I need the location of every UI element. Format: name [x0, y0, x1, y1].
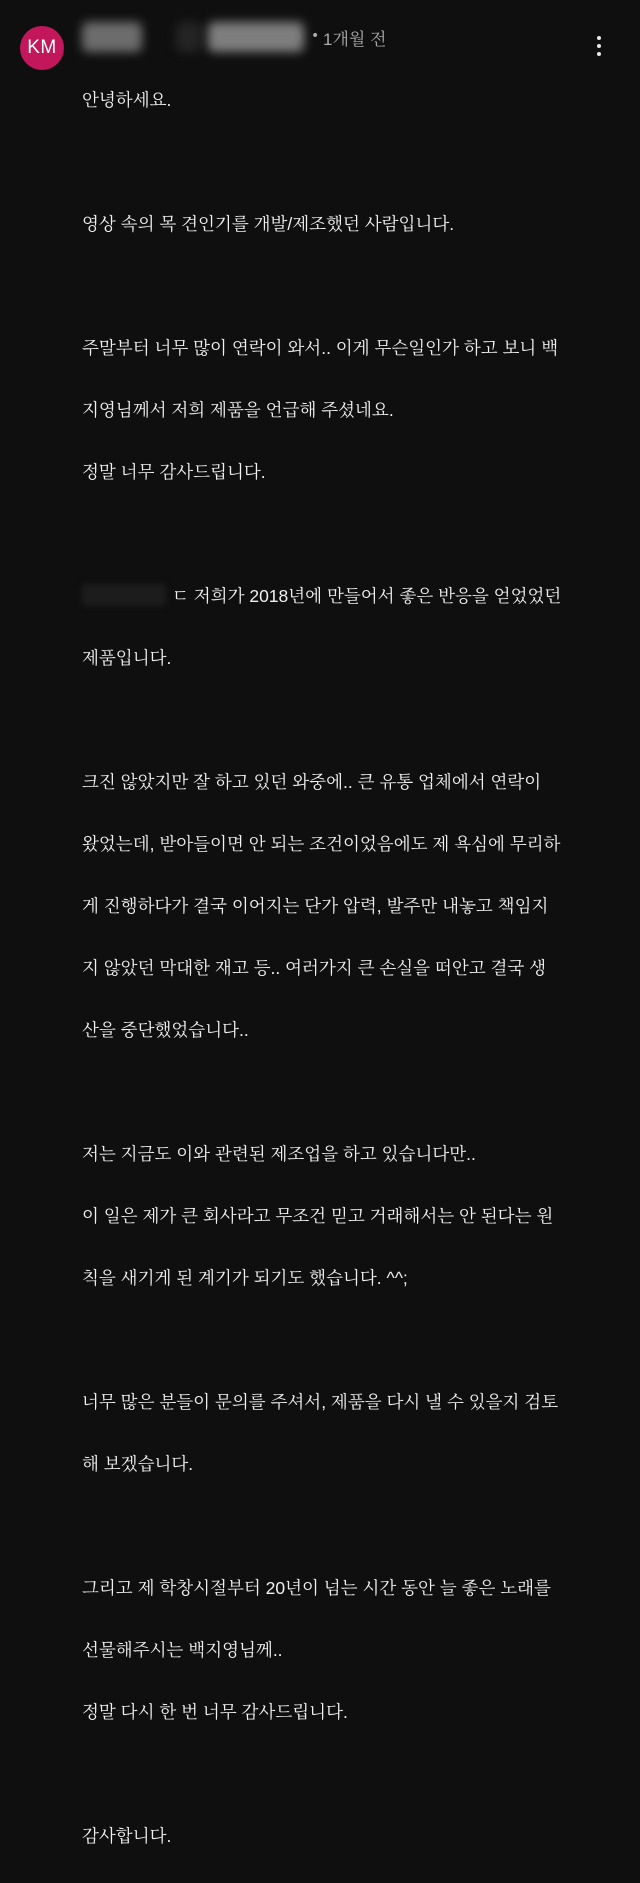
- comment-line: 산을 중단했었습니다..: [82, 1020, 249, 1040]
- comment-line: 칙을 새기게 된 계기가 되기도 했습니다. ^^;: [82, 1268, 408, 1288]
- comment-line: 영상 속의 목 견인기를 개발/제조했던 사람입니다.: [82, 214, 455, 234]
- comment-line: 지영님께서 저희 제품을 언급해 주셨네요.: [82, 400, 394, 420]
- comment-line: 저는 지금도 이와 관련된 제조업을 하고 있습니다만..: [82, 1144, 476, 1164]
- comment-line: 정말 너무 감사드립니다.: [82, 462, 266, 482]
- comment-line: 안녕하세요.: [82, 90, 172, 110]
- redacted-text: [82, 584, 166, 606]
- comment-line: 이 일은 제가 큰 회사라고 무조건 믿고 거래해서는 안 된다는 원: [82, 1206, 554, 1226]
- comment-header: [82, 18, 552, 54]
- comment-line: 감사합니다.: [82, 1826, 172, 1846]
- avatar[interactable]: KM: [20, 26, 64, 70]
- comment-line: [82, 581, 622, 612]
- comment-line: 게 진행하다가 결국 이어지는 단가 압력, 발주만 내놓고 책임지: [82, 896, 549, 916]
- redacted-username-part: [176, 22, 202, 52]
- comment-timestamp[interactable]: 1개월 전: [323, 30, 387, 49]
- comment-line: 너무 많은 분들이 문의를 주셔서, 제품을 다시 낼 수 있을지 검토: [82, 1392, 559, 1412]
- comment-line: 지 않았던 막대한 재고 등.. 여러가지 큰 손실을 떠안고 결국 생: [82, 958, 547, 978]
- comment-line: 선물해주시는 백지영님께..: [82, 1640, 283, 1660]
- redacted-mark: [296, 35, 300, 39]
- comment-line: 제품입니다.: [82, 648, 172, 668]
- comment-line-text: ㄷ 저희가 2018년에 만들어서 좋은 반응을 얻었었던: [172, 586, 562, 606]
- comment-line: 왔었는데, 받아들이면 안 되는 조건이었음에도 제 욕심에 무리하: [82, 834, 561, 854]
- comment-line: 정말 다시 한 번 너무 감사드립니다.: [82, 1702, 348, 1722]
- comment-line: 해 보겠습니다.: [82, 1454, 194, 1474]
- redacted-handle: [208, 22, 304, 52]
- more-vertical-icon: [597, 36, 601, 40]
- comment-body: [82, 54, 622, 1883]
- comment-line: 그리고 제 학창시절부터 20년이 넘는 시간 동안 늘 좋은 노래를: [82, 1578, 551, 1598]
- comment-line: 크진 않았지만 잘 하고 있던 와중에.. 큰 유통 업체에서 연락이: [82, 772, 542, 792]
- comment-line: 주말부터 너무 많이 연락이 와서.. 이게 무슨일인가 하고 보니 백: [82, 338, 559, 358]
- separator-dot: •: [311, 28, 320, 44]
- redacted-username: [82, 22, 142, 52]
